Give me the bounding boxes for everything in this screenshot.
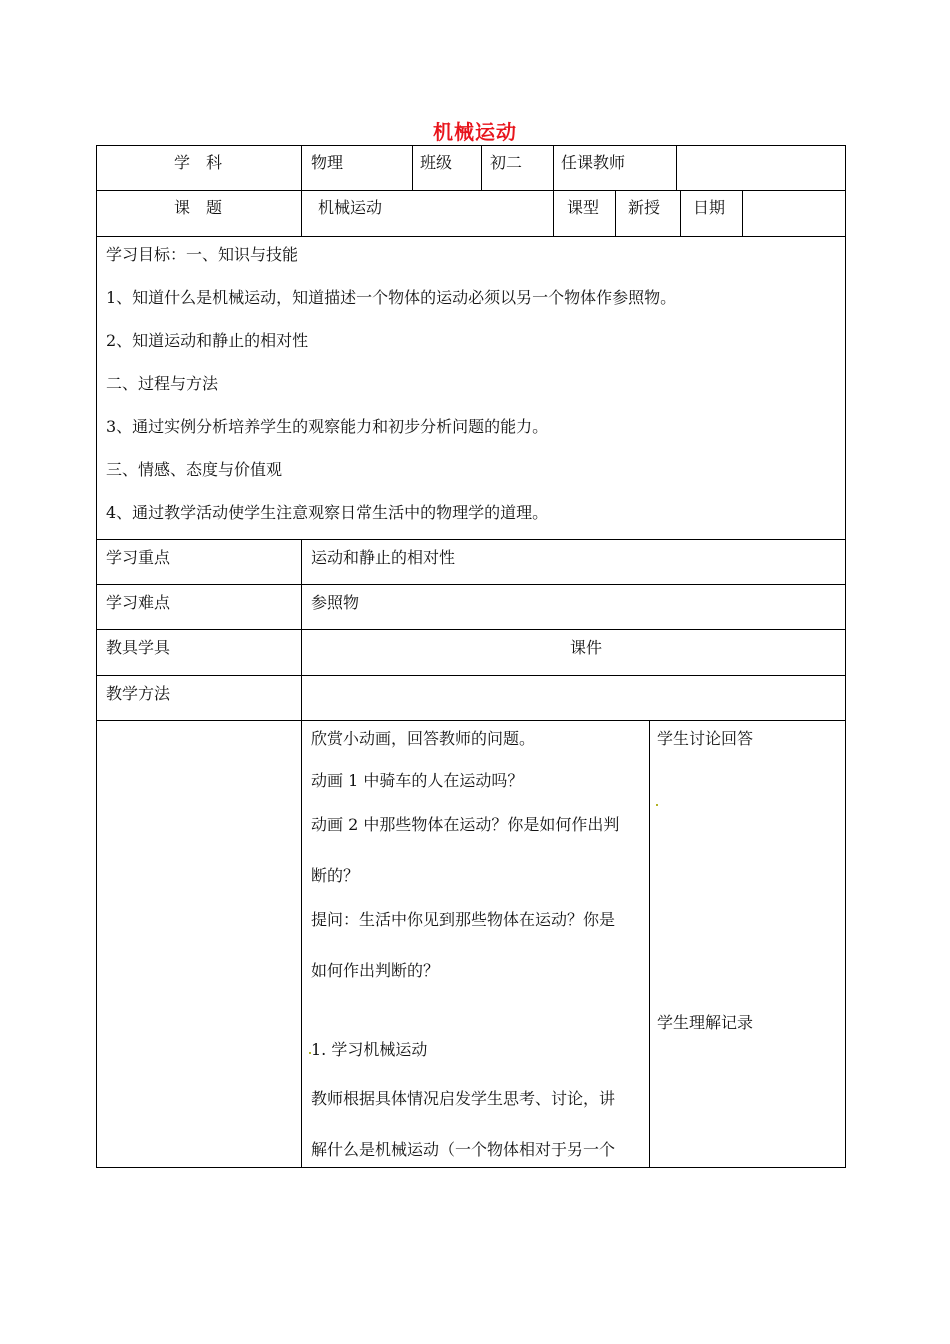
objective-item: 3、通过实例分析培养学生的观察能力和初步分析问题的能力。 [106,417,549,436]
topic-value: 机械运动 [318,198,383,217]
student-activity-line: 学生讨论回答 [657,729,754,748]
objective-subheading: 二、过程与方法 [106,374,219,393]
document-title: 机械运动 [433,120,517,144]
teacher-activity-line: 如何作出判断的？ [311,961,440,980]
subject-value: 物理 [311,153,344,172]
teacher-activity-line: 提问：生活中你见到那些物体在运动？你是 [311,910,616,929]
table-rule [97,675,845,676]
teacher-activity-line: 断的？ [311,866,360,885]
table-rule [649,720,650,1167]
key-point-value: 运动和静止的相对性 [311,548,456,567]
lesson-type-label: 课型 [567,198,600,217]
table-rule [553,146,554,236]
date-label: 日期 [693,198,726,217]
objectives-heading: 学习目标：一、知识与技能 [106,245,299,264]
table-rule [97,539,845,540]
teacher-activity-line: 欣赏小动画，回答教师的问题。 [311,729,536,748]
table-rule [97,236,845,237]
teacher-activity-line: 动画 1 中骑车的人在运动吗？ [311,771,524,790]
table-rule [301,146,302,236]
topic-label: 课 题 [174,198,223,217]
tools-label: 教具学具 [106,638,171,657]
table-rule [412,146,413,190]
table-rule [481,146,482,190]
table-rule [97,584,845,585]
teacher-activity-line: 解什么是机械运动（一个物体相对于另一个 [311,1140,616,1159]
student-activity-line: 学生理解记录 [657,1013,754,1032]
objective-subheading: 三、情感、态度与价值观 [106,460,283,479]
teacher-activity-line: 教师根据具体情况启发学生思考、讨论，讲 [311,1089,616,1108]
teacher-activity-line: 动画 2 中那些物体在运动？你是如何作出判 [311,815,620,834]
table-rule [97,629,845,630]
teacher-label: 任课教师 [561,153,626,172]
key-point-label: 学习重点 [106,548,171,567]
class-value: 初二 [490,153,523,172]
objective-item: 4、通过教学活动使学生注意观察日常生活中的物理学的道理。 [106,503,549,522]
difficulty-value: 参照物 [311,593,360,612]
objective-item: 2、知道运动和静止的相对性 [106,331,309,350]
lesson-type-value: 新授 [628,198,661,217]
difficulty-label: 学习难点 [106,593,171,612]
scan-mark [656,804,658,806]
table-rule [97,720,845,721]
method-label: 教学方法 [106,684,171,703]
teacher-activity-line: 1. 学习机械运动 [311,1040,428,1059]
table-rule [615,190,616,236]
table-rule [97,190,845,191]
table-rule [742,190,743,236]
tools-value: 课件 [570,638,603,657]
class-label: 班级 [420,153,453,172]
subject-label: 学 科 [174,153,223,172]
table-rule [680,190,681,236]
scan-mark [309,1052,311,1054]
table-rule [676,146,677,190]
table-rule [301,539,302,1167]
objective-item: 1、知道什么是机械运动，知道描述一个物体的运动必须以另一个物体作参照物。 [106,288,677,307]
